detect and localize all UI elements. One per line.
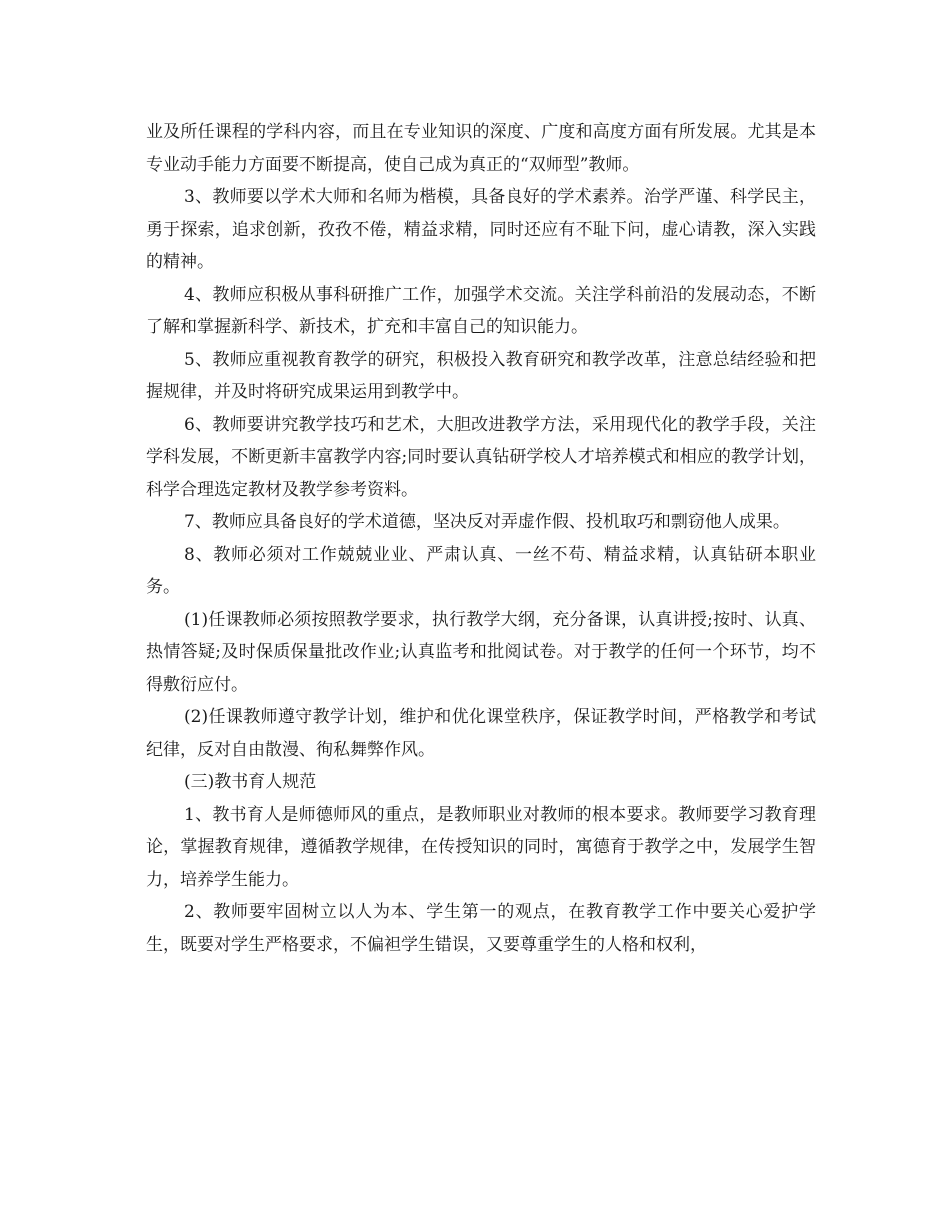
- paragraph-3: 4、教师应积极从事科研推广工作，加强学术交流。关注学科前沿的发展动态，不断了解和掌握新科学、新技术，扩充和丰富自己的知识能力。: [146, 284, 816, 337]
- document-body: [146, 116, 816, 961]
- paragraph-9: (2)任课教师遵守教学计划，维护和优化课堂秩序，保证教学时间，严格教学和考试纪律，反对自由散漫、徇私舞弊作风。: [146, 707, 816, 760]
- paragraph-5: 6、教师要讲究教学技巧和艺术，大胆改进教学方法，采用现代化的教学手段，关注学科发展，不断更新丰富教学内容;同时要认真钻研学校人才培养模式和相应的教学计划，科学合理选定教材及教学参考资料。: [146, 414, 816, 500]
- paragraph-1: 业及所任课程的学科内容，而且在专业知识的深度、广度和高度方面有所发展。尤其是本专业动手能力方面要不断提高，使自己成为真正的“双师型”教师。: [146, 122, 816, 175]
- section-heading: (三)教书育人规范: [184, 772, 317, 792]
- paragraph-2: 3、教师要以学术大师和名师为楷模，具备良好的学术素养。治学严谨、科学民主，勇于探索，追求创新，孜孜不倦，精益求精，同时还应有不耻下问，虚心请教，深入实践的精神。: [146, 187, 816, 272]
- paragraph-7: 8、教师必须对工作兢兢业业、严肃认真、一丝不苟、精益求精，认真钻研本职业务。: [146, 544, 816, 597]
- paragraph-11: 2、教师要牢固树立以人为本、学生第一的观点，在教育教学工作中要关心爱护学生，既要对学生严格要求，不偏袒学生错误，又要尊重学生的人格和权利，: [146, 902, 816, 955]
- paragraph-4: 5、教师应重视教育教学的研究，积极投入教育研究和教学改革，注意总结经验和把握规律，并及时将研究成果运用到教学中。: [146, 349, 816, 402]
- paragraph-6: 7、教师应具备良好的学术道德，坚决反对弄虚作假、投机取巧和剽窃他人成果。: [184, 512, 790, 532]
- paragraph-10: 1、教书育人是师德师风的重点，是教师职业对教师的根本要求。教师要学习教育理论，掌握教育规律，遵循教学规律，在传授知识的同时，寓德育于教学之中，发展学生智力，培养学生能力。: [146, 804, 816, 890]
- paragraph-8: (1)任课教师必须按照教学要求，执行教学大纲，充分备课，认真讲授;按时、认真、热情答疑;及时保质保量批改作业;认真监考和批阅试卷。对于教学的任何一个环节，均不得敷衍应付。: [146, 609, 816, 695]
